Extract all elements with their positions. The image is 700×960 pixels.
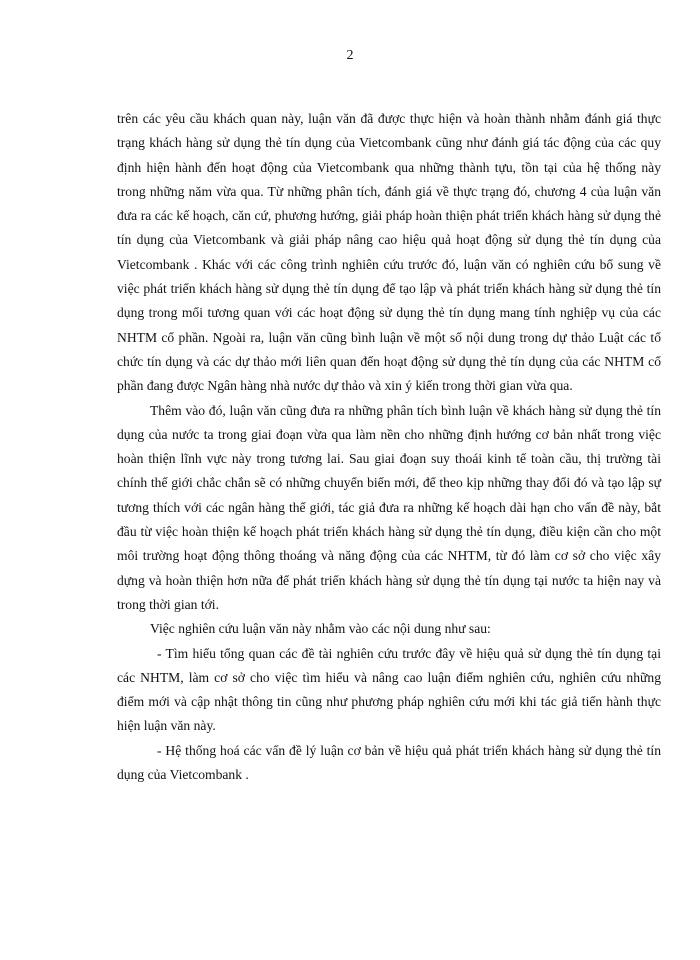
paragraph-scope-intro: Việc nghiên cứu luận văn này nhằm vào các nội dung như sau: <box>150 621 491 637</box>
paragraph-continuation: trên các yêu cầu khách quan này, luận văn đã được thực hiện và hoàn thành nhằm đánh giá thực trạng khách hàng sử dụng thẻ tín dụng của Vietcombank cũng như đánh giá tác động của các quy định hiện hành đến hoạt động của Vietcombank qua những thành tựu, tồn tại của hệ thống này trong những năm vừa qua. Từ những phân tích, đánh giá về thực trạng đó, chương 4 của luận văn đưa ra các kế hoạch, căn cứ, phương hướng, giải pháp hoàn thiện phát triển khách hàng sử dụng thẻ tín dụng của Vietcombank và giải pháp nâng cao hiệu quả hoạt động sử dụng thẻ tín dụng của Vietcombank . Khác với các công trình nghiên cứu trước đó, luận văn có nghiên cứu bổ sung về việc phát triển khách hàng sử dụng thẻ tín dụng để tạo lập và phát triển khách hàng sử dụng thẻ tín dụng trong mối tương quan với các hoạt động sử dụng thẻ tín dụng mang tính nghiệp vụ của các NHTM cổ phần. Ngoài ra, luận văn cũng bình luận về một số nội dung trong dự thảo Luật các tổ chức tín dụng và các dự thảo mới liên quan đến hoạt động sử dụng thẻ tín dụng của các NHTM cổ phần đang được Ngân hàng nhà nước dự thảo và xin ý kiến trong thời gian vừa qua. <box>117 111 661 394</box>
bullet-item-theory: - Hệ thống hoá các vấn đề lý luận cơ bản về hiệu quả phát triển khách hàng sử dụng thẻ tín dụng của Vietcombank . <box>117 742 661 783</box>
paragraph-analysis: Thêm vào đó, luận văn cũng đưa ra những phân tích bình luận về khách hàng sử dụng thẻ tín dụng của nước ta trong giai đoạn vừa qua làm nền cho những định hướng cơ bản nhất trong việc hoàn thiện lĩnh vực này trong tương lai. Sau giai đoạn suy thoái kinh tế toàn cầu, thị trường tài chính thế giới chắc chắn sẽ có những chuyển biến mới, để theo kịp những thay đổi đó và tạo lập sự tương thích với các ngân hàng thế giới, tác giả đưa ra những kế hoạch dài hạn cho vấn đề này, bắt đầu từ việc hoàn thiện kế hoạch phát triển khách hàng sử dụng thẻ tín dụng, điều kiện cần cho một môi trường hoạt động thông thoáng và năng động của các NHTM, từ đó làm cơ sở cho việc xây dựng và hoàn thiện hơn nữa để phát triển khách hàng sử dụng thẻ tín dụng tại nước ta hiện nay và trong thời gian tới. <box>117 402 661 612</box>
page-number: 2 <box>346 48 354 63</box>
body-text <box>117 107 661 787</box>
bullet-item-overview: - Tìm hiểu tổng quan các đề tài nghiên cứu trước đây về hiệu quả sử dụng thẻ tín dụng tại các NHTM, làm cơ sở cho việc tìm hiểu và nâng cao luận điểm nghiên cứu, nghiên cứu những điểm mới và cập nhật thông tin cũng như phương pháp nghiên cứu mới khi tác giả tiến hành thực hiện luận văn này. <box>117 645 661 734</box>
